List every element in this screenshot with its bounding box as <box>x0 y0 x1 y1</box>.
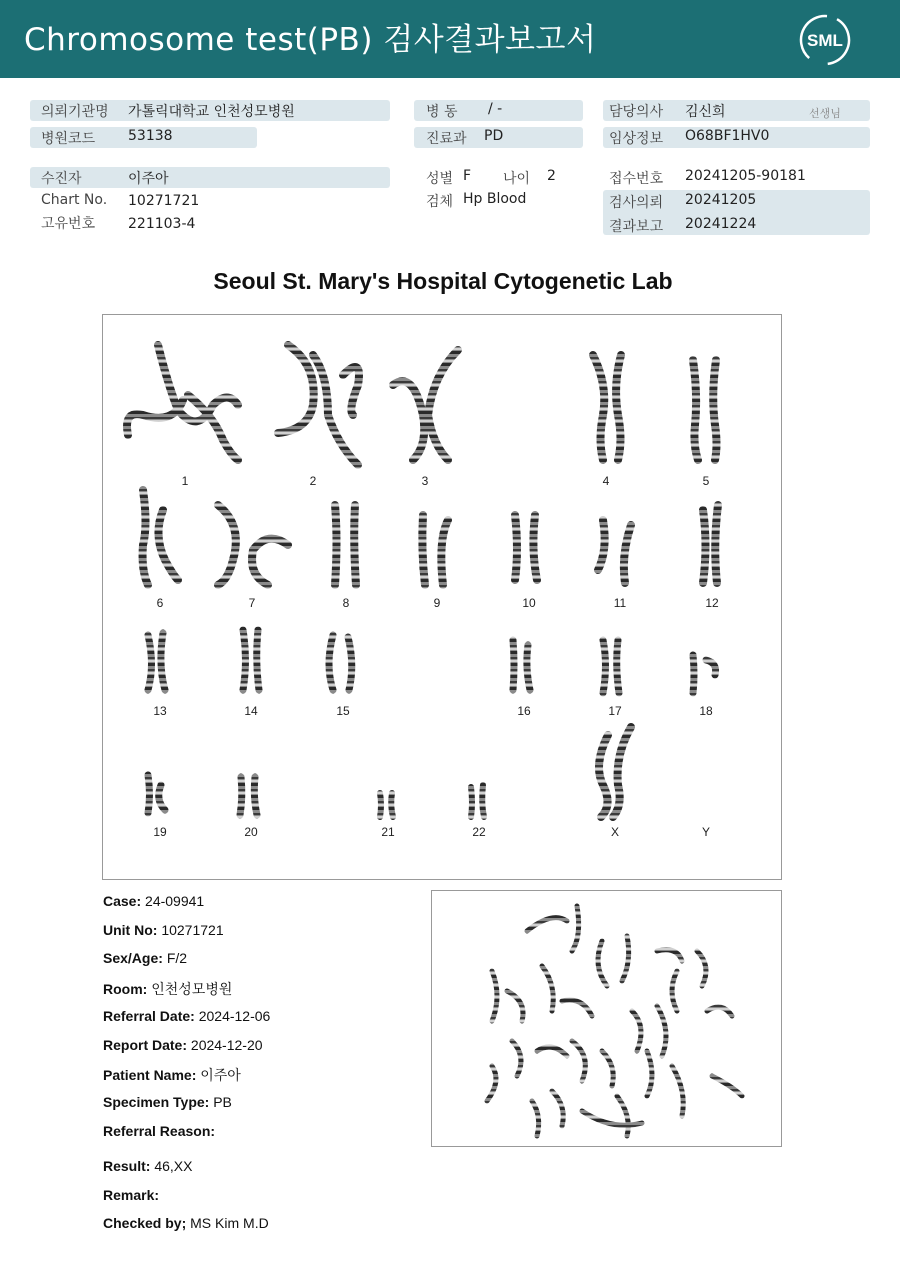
chromosome-9-2 <box>441 520 448 585</box>
chromosome-5-1 <box>693 360 698 460</box>
chromosome-11-2 <box>624 525 631 583</box>
chromosome-21-1 <box>380 793 381 817</box>
chromosome-20-1 <box>240 777 242 815</box>
doctor-suffix: 선생님 <box>809 107 841 120</box>
sex-value: F <box>463 168 472 184</box>
chromosome-12-2 <box>715 505 718 583</box>
karyotype-label-2: 2 <box>309 474 317 488</box>
unique-value: 221103-4 <box>128 216 196 232</box>
lab-title: Seoul St. Mary's Hospital Cytogenetic Lab <box>213 268 673 294</box>
dept-value: PD <box>484 128 504 144</box>
karyotype-label-16: 16 <box>517 704 531 718</box>
metaphase-chromosome-10 <box>542 966 553 1011</box>
karyotype-label-14: 14 <box>244 704 258 718</box>
metaphase-chromosome-21 <box>552 1091 563 1126</box>
unit-line: Unit No: 10271721 <box>103 922 224 938</box>
chromosome-2-3 <box>343 367 359 415</box>
metaphase-chromosome-5 <box>657 950 682 961</box>
karyotype-label-19: 19 <box>153 825 167 839</box>
karyotype-label-5: 5 <box>702 474 710 488</box>
chromosome-13-2 <box>161 633 165 690</box>
metaphase-chromosome-6 <box>672 971 677 1011</box>
specimen-value: Hp Blood <box>463 191 527 207</box>
patient-value: 이주아 <box>128 171 169 187</box>
room-line: Room: 인천성모병원 <box>103 981 233 997</box>
ward-label: 병 동 <box>426 104 458 120</box>
chromosome-20-2 <box>254 777 257 815</box>
metaphase-chromosome-17 <box>602 1051 613 1086</box>
karyotype-label-Y: Y <box>701 825 711 839</box>
sexage-line: Sex/Age: F/2 <box>103 950 188 966</box>
karyotype-image <box>102 314 782 880</box>
karyotype-label-12: 12 <box>705 596 719 610</box>
receipt-value: 20241205-90181 <box>685 168 806 184</box>
chromosome-15-2 <box>348 637 352 690</box>
ward-value: / - <box>488 101 503 117</box>
metaphase-chromosome-18 <box>647 1051 652 1096</box>
metaphase-chromosome-20 <box>712 1076 742 1096</box>
logo-text: SML <box>807 31 843 50</box>
metaphase-chromosome-25 <box>707 1007 732 1016</box>
chromosome-3-2 <box>428 350 458 460</box>
chromosome-14-2 <box>257 630 259 690</box>
chromosome-17-2 <box>617 640 619 693</box>
chromosome-5-2 <box>713 360 716 460</box>
age-value: 2 <box>547 168 556 184</box>
karyotype-label-4: 4 <box>602 474 610 488</box>
karyotype-label-20: 20 <box>244 825 258 839</box>
karyotype-label-17: 17 <box>608 704 622 718</box>
chart-value: 10271721 <box>128 193 200 209</box>
chromosome-10-2 <box>533 515 537 580</box>
chromosome-3-1 <box>393 381 424 460</box>
referral-date-line: Referral Date: 2024-12-06 <box>103 1008 271 1024</box>
chromosome-4-2 <box>616 355 621 460</box>
request-value: 20241205 <box>685 192 757 208</box>
sml-logo <box>798 13 852 67</box>
chromosome-7-1 <box>218 505 236 585</box>
chromosome-7-2 <box>252 539 288 585</box>
specimen-type-line: Specimen Type: PB <box>103 1094 232 1110</box>
karyotype-label-22: 22 <box>472 825 486 839</box>
karyotype-label-8: 8 <box>342 596 350 610</box>
karyotype-label-3: 3 <box>421 474 429 488</box>
chromosome-16-1 <box>513 640 514 690</box>
karyotype-label-13: 13 <box>153 704 167 718</box>
metaphase-chromosome-9 <box>507 991 523 1021</box>
metaphase-chromosome-26 <box>532 1101 539 1136</box>
chromosome-16-2 <box>527 645 530 690</box>
clinical-value: O68BF1HV0 <box>685 128 770 144</box>
chromosome-19-1 <box>148 775 150 813</box>
chromosome-X-1 <box>599 735 608 817</box>
chromosome-X-2 <box>613 727 631 817</box>
metaphase-svg <box>432 891 783 1148</box>
chart-label: Chart No. <box>41 192 108 208</box>
chromosome-6-1 <box>143 490 148 585</box>
chromosome-21-2 <box>391 793 393 817</box>
metaphase-chromosome-7 <box>697 951 706 986</box>
hospital-code-label: 병원코드 <box>41 131 96 147</box>
request-label: 검사의뢰 <box>609 195 664 211</box>
karyotype-label-1: 1 <box>181 474 189 488</box>
karyotype-label-11: 11 <box>613 596 627 610</box>
chromosome-13-1 <box>148 635 152 690</box>
report-label: 결과보고 <box>609 219 664 235</box>
patient-name-line: Patient Name: 이주아 <box>103 1067 241 1083</box>
chromosome-2-1 <box>278 345 314 433</box>
chromosome-6-2 <box>158 510 178 580</box>
hospital-code-value: 53138 <box>128 128 173 144</box>
karyotype-label-15: 15 <box>336 704 350 718</box>
chromosome-17-1 <box>603 640 606 693</box>
karyotype-label-6: 6 <box>156 596 164 610</box>
age-label: 나이 <box>503 171 531 187</box>
karyotype-label-9: 9 <box>433 596 441 610</box>
report-header <box>0 0 900 78</box>
karyotype-label-7: 7 <box>248 596 256 610</box>
remark-line: Remark: <box>103 1187 160 1203</box>
metaphase-chromosome-14 <box>512 1041 521 1076</box>
chromosome-9-1 <box>422 515 425 585</box>
metaphase-image <box>431 890 782 1147</box>
metaphase-chromosome-1 <box>527 918 567 931</box>
unique-label: 고유번호 <box>41 216 96 232</box>
metaphase-chromosome-15 <box>537 1047 567 1056</box>
chromosome-11-1 <box>598 520 605 570</box>
karyotype-label-10: 10 <box>522 596 536 610</box>
doctor-value: 김신희 <box>685 104 726 120</box>
chromosome-8-1 <box>335 505 337 585</box>
clinical-label: 임상정보 <box>609 131 664 147</box>
patient-label: 수진자 <box>41 171 82 187</box>
metaphase-chromosome-4 <box>622 936 629 981</box>
chromosome-8-2 <box>354 505 356 585</box>
metaphase-chromosome-23 <box>617 1096 628 1136</box>
sex-label: 성별 <box>426 171 454 187</box>
result-line: Result: 46,XX <box>103 1158 193 1174</box>
patient-row <box>30 167 390 188</box>
dept-label: 진료과 <box>426 131 467 147</box>
metaphase-chromosome-16 <box>572 1041 585 1081</box>
metaphase-chromosome-2 <box>572 906 579 951</box>
doctor-label: 담당의사 <box>609 104 664 120</box>
chromosome-10-1 <box>515 515 517 580</box>
metaphase-chromosome-12 <box>632 1011 641 1051</box>
karyotype-svg <box>103 315 783 881</box>
chromosome-19-2 <box>159 785 165 810</box>
receipt-label: 접수번호 <box>609 171 664 187</box>
chromosome-1-2 <box>158 345 238 421</box>
metaphase-chromosome-13 <box>657 1006 666 1056</box>
metaphase-chromosome-3 <box>598 941 607 986</box>
specimen-label: 검체 <box>426 194 454 210</box>
checked-line: Checked by; MS Kim M.D <box>103 1215 269 1231</box>
report-date-line: Report Date: 2024-12-20 <box>103 1037 263 1053</box>
karyotype-label-X: X <box>610 825 620 839</box>
case-line: Case: 24-09941 <box>103 893 205 909</box>
institution-label: 의뢰기관명 <box>41 104 109 120</box>
chromosome-18-1 <box>693 655 694 693</box>
metaphase-chromosome-11 <box>562 1000 592 1016</box>
karyotype-label-21: 21 <box>381 825 395 839</box>
chromosome-15-1 <box>329 635 333 690</box>
metaphase-chromosome-8 <box>492 971 497 1021</box>
chromosome-22-1 <box>471 787 472 817</box>
karyotype-label-18: 18 <box>699 704 713 718</box>
institution-value: 가톨릭대학교 인천성모병원 <box>128 104 295 120</box>
report-title: Chromosome test(PB) 검사결과보고서 <box>24 22 597 58</box>
metaphase-chromosome-22 <box>582 1111 642 1125</box>
chromosome-12-1 <box>703 510 706 583</box>
chromosome-22-2 <box>482 785 484 817</box>
referral-reason-line: Referral Reason: <box>103 1123 216 1139</box>
chromosome-18-2 <box>706 660 716 675</box>
chromosome-4-1 <box>593 355 604 460</box>
report-value: 20241224 <box>685 216 757 232</box>
chromosome-14-1 <box>243 630 246 690</box>
metaphase-chromosome-24 <box>487 1066 496 1101</box>
metaphase-chromosome-19 <box>672 1066 683 1116</box>
